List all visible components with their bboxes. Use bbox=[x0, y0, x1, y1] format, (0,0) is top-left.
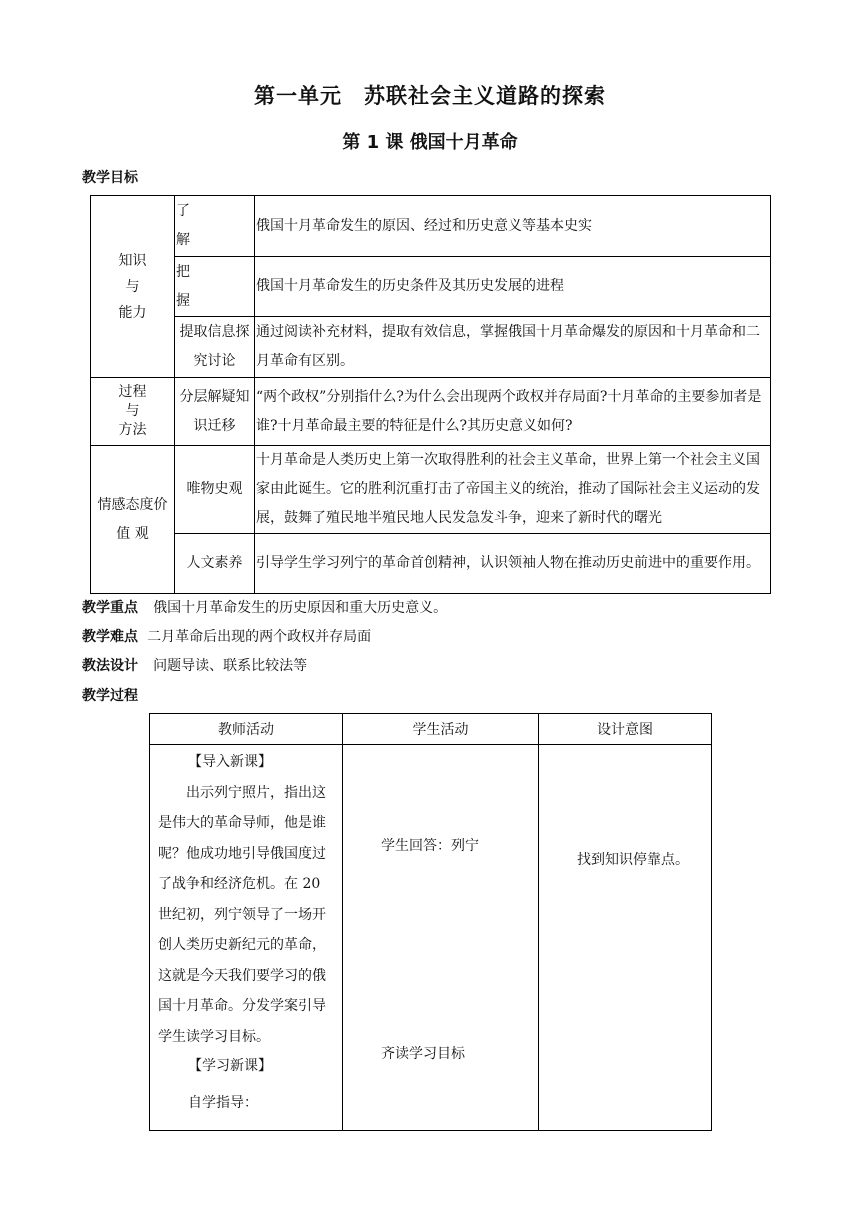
difficulty-text: 二月革命后出现的两个政权并存局面 bbox=[147, 629, 372, 645]
intent-text: 找到知识停靠点。 bbox=[577, 852, 689, 868]
emotion-text-2: 引导学生学习列宁的革命首创精神，认识领袖人物在推动历史前进中的重要作用。 bbox=[255, 534, 771, 594]
emotion-text-1: 十月革命是人类历史上第一次取得胜利的社会主义革命，世界上第一个社会主义国家由此诞生。它的胜利沉重打击了帝国主义的统治，推动了国际社会主义运动的发展，鼓舞了殖民地半殖民地人民发急发斗争，迎来了新时代的曙光 bbox=[255, 446, 771, 534]
process-table bbox=[149, 713, 712, 1131]
self-study: 自学指导： bbox=[188, 1095, 258, 1111]
process-category: 过程 与 方法 bbox=[91, 378, 175, 446]
difficulty-label: 教学难点 bbox=[82, 629, 138, 645]
student-read: 齐读学习目标 bbox=[381, 1046, 465, 1062]
header-teacher: 教师活动 bbox=[150, 714, 343, 745]
method bbox=[82, 655, 307, 675]
knowledge-text-3: 通过阅读补充材料，提取有效信息，掌握俄国十月革命爆发的原因和十月革命和二月革命有区别。 bbox=[255, 317, 771, 378]
process-sub: 分层解疑知 识迁移 bbox=[175, 378, 255, 446]
teacher-activity bbox=[150, 745, 343, 1131]
method-label: 教法设计 bbox=[82, 658, 138, 674]
knowledge-text-1: 俄国十月革命发生的原因、经过和历史意义等基本史实 bbox=[255, 196, 771, 257]
knowledge-category: 知识 与 能力 bbox=[91, 196, 175, 378]
objectives-table bbox=[90, 195, 771, 594]
design-intent bbox=[539, 745, 712, 1131]
key-point-text: 俄国十月革命发生的历史原因和重大历史意义。 bbox=[153, 600, 448, 616]
key-point-label: 教学重点 bbox=[82, 600, 138, 616]
header-intent: 设计意图 bbox=[539, 714, 712, 745]
emotion-sub-1: 唯物史观 bbox=[175, 446, 255, 534]
lesson-title: 第 1 课 俄国十月革命 bbox=[342, 132, 518, 153]
emotion-category: 情感态度价 值 观 bbox=[91, 446, 175, 594]
knowledge-sub-1: 了 解 bbox=[175, 196, 255, 257]
intro-text: 出示列宁照片，指出这是伟大的革命导师，他是谁呢？他成功地引导俄国度过了战争和经济危机。在 20 世纪初，列宁领导了一场开创人类历史新纪元的革命，这就是今天我们要学习的俄国十月革命。分发学案引导学生读学习目标。 bbox=[158, 784, 326, 1045]
knowledge-text-2: 俄国十月革命发生的历史条件及其历史发展的进程 bbox=[255, 257, 771, 317]
student-answer: 学生回答：列宁 bbox=[381, 838, 479, 854]
method-text: 问题导读、联系比较法等 bbox=[153, 658, 308, 674]
key-point bbox=[82, 597, 447, 617]
process-heading: 教学过程 bbox=[82, 688, 138, 704]
process-text: “两个政权”分别指什么?为什么会出现两个政权并存局面?十月革命的主要参加者是谁?十月革命最主要的特征是什么?其历史意义如何? bbox=[255, 378, 771, 446]
header-student: 学生活动 bbox=[343, 714, 539, 745]
emotion-sub-2: 人文素养 bbox=[175, 534, 255, 594]
knowledge-sub-2: 把 握 bbox=[175, 257, 255, 317]
learn-heading: 【学习新课】 bbox=[188, 1058, 272, 1074]
difficulty bbox=[82, 626, 371, 646]
intro-heading: 【导入新课】 bbox=[188, 754, 272, 770]
student-activity bbox=[343, 745, 539, 1131]
objectives-heading: 教学目标 bbox=[82, 170, 138, 186]
unit-title: 第一单元 苏联社会主义道路的探索 bbox=[254, 84, 606, 108]
knowledge-sub-3: 提取信息探 究讨论 bbox=[175, 317, 255, 378]
